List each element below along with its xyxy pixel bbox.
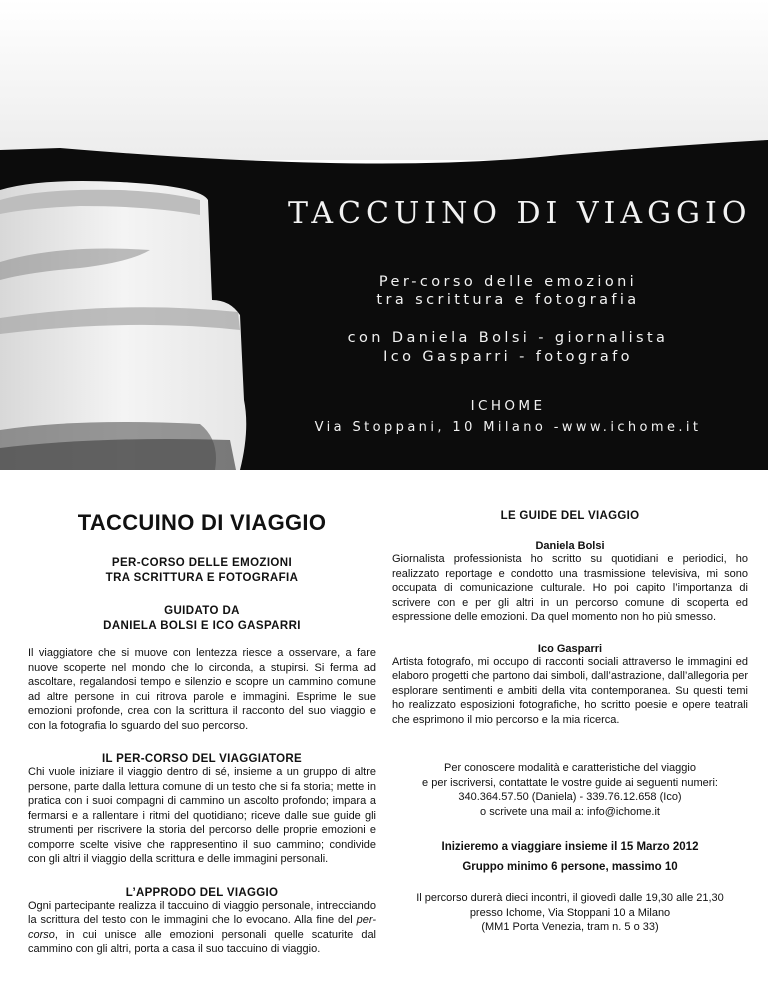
hero-address: Via Stoppani, 10 Milano -www.ichome.it bbox=[314, 420, 702, 435]
contact-phones: 340.364.57.50 (Daniela) - 339.76.12.658 (Ico) bbox=[458, 791, 682, 803]
hero-title: TACCUINO DI VIAGGIO bbox=[288, 196, 752, 231]
guide2-name: Ico Gasparri bbox=[537, 642, 603, 655]
intro-paragraph: Il viaggiatore che si muove con lentezza riesce a osservare, a fare nuove scoperte nel mondo che lo circonda, a stupirsi. Si ferma ad ascoltare, regalandosi tempo e silenzio e scopre un cammino comune ad altre persone in cui ritrova parole e immagini. Esprime le sue emozioni profonde, crea con la scrittura il racconto del suo viaggio e con la fotografia lo sguardo del suo percorso. bbox=[28, 647, 376, 732]
guide2-bio: Artista fotografo, mi occupo di racconti sociali attraverso le immagini ed elaboro progetti che partono dai simboli, dall’astrazione, dall’allegoria per esplorare sentimenti e ambiti della vita contemporanea. Su questi temi ho realizzato esposizioni fotografiche, ho scritto poesie e opere teatrali che esprimono il mio percorso e la mia ricerca. bbox=[392, 655, 748, 726]
start-date: Inizieremo a viaggiare insieme il 15 Marzo 2012 bbox=[441, 841, 699, 853]
group-size: Gruppo minimo 6 persone, massimo 10 bbox=[462, 861, 678, 873]
guide1-bio: Giornalista professionista ho scritto su quotidiani e periodici, ho realizzato reportage e condotto una trasmissione televisiva, mi sono occupata di comunicazione culturale. Ho poi capito l’importanza di scrivere con e per gli altri in un percorso comune di scoperta ed espressione delle emozioni. Da quel momento non ho più smesso. bbox=[392, 553, 748, 623]
main-title: TACCUINO DI VIAGGIO bbox=[77, 510, 327, 535]
approdo-text-emphasis: per-corso bbox=[28, 914, 376, 941]
tagline-line1: PER-CORSO DELLE EMOZIONI bbox=[111, 557, 293, 569]
guided-line2: DANIELA BOLSI E ICO GASPARRI bbox=[103, 620, 301, 632]
left-column bbox=[28, 500, 376, 957]
hero-with-line2: Ico Gasparri - fotografo bbox=[383, 349, 633, 365]
right-column bbox=[392, 500, 748, 935]
tagline-line2: TRA SCRITTURA E FOTOGRAFIA bbox=[105, 572, 299, 584]
approdo-text-end: , in cui unisce alle emozioni personali quelle scaturite dal cammino con gli altri, porta a casa il suo taccuino di viaggio. bbox=[28, 928, 376, 955]
guide1-name: Daniela Bolsi bbox=[535, 540, 605, 552]
contact-line1: Per conoscere modalità e caratteristiche del viaggio bbox=[444, 762, 696, 774]
guided-line1: GUIDATO DA bbox=[164, 605, 240, 617]
hero-subtitle-line2: tra scrittura e fotografia bbox=[376, 292, 640, 308]
hero-banner bbox=[0, 0, 768, 470]
schedule-line2: presso Ichome, Via Stoppani 10 a Milano bbox=[469, 906, 671, 919]
schedule-block bbox=[392, 891, 748, 935]
approdo-text-start: Ogni partecipante realizza il taccuino di viaggio personale, intrecciando la scrittura del testo con le immagini che lo evocano. Alla fine del bbox=[28, 899, 376, 926]
hero-with-line1: con Daniela Bolsi - giornalista bbox=[347, 330, 669, 346]
section-text-approdo bbox=[28, 899, 376, 957]
section-text-percorso: Chi vuole iniziare il viaggio dentro di sé, insieme a un gruppo di altre persone, parte dalla lettura comune di un testo che si fa storia; mette in pratica con i suoi compagni di cammino un ascolto profondo; impara a fermarsi e a rallentare i ritmi del quotidiano; riceve dalle sue guide gli strumenti per riscrivere la storia del percorso delle proprie emozioni e comporre scelte visive che rappresentino il suo cammino; condivide con gli altri il viaggio della scrittura e delle immagini personali. bbox=[28, 766, 376, 865]
guides-title: LE GUIDE DEL VIAGGIO bbox=[500, 510, 640, 522]
hero-subtitle-line1: Per-corso delle emozioni bbox=[378, 274, 638, 290]
hero-venue: ICHOME bbox=[470, 398, 546, 414]
contact-email: o scrivete una mail a: info@ichome.it bbox=[480, 805, 660, 818]
section-title-percorso: IL PER-CORSO DEL VIAGGIATORE bbox=[102, 753, 302, 765]
schedule-line1: Il percorso durerà dieci incontri, il giovedì dalle 19,30 alle 21,30 bbox=[416, 892, 724, 904]
contact-block bbox=[392, 761, 748, 819]
section-title-approdo: L’APPRODO DEL VIAGGIO bbox=[125, 886, 279, 899]
contact-line2: e per iscriversi, contattate le vostre guide ai seguenti numeri: bbox=[422, 776, 718, 789]
schedule-line3: (MM1 Porta Venezia, tram n. 5 o 33) bbox=[481, 921, 659, 933]
